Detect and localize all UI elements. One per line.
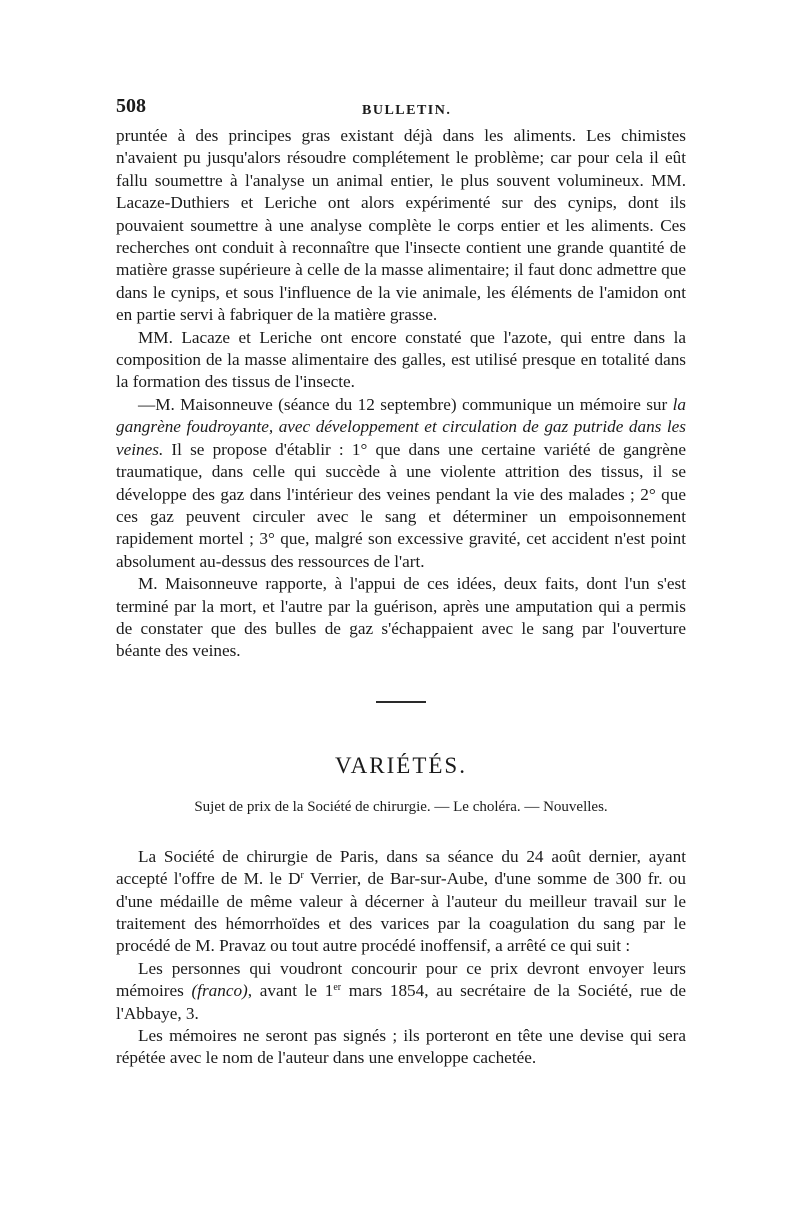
- paragraph-conditions: [116, 958, 686, 1025]
- section-subtitle: Sujet de prix de la Société de chirurgie. — Le choléra. — Nouvelles.: [194, 798, 608, 815]
- section-divider: [376, 701, 426, 703]
- prix-text-a: La Société de chirurgie de Paris, dans sa séance du 24 août dernier, ayant accepté l'offre de M. le D: [116, 846, 686, 889]
- maisonneuve-intro: —M. Maisonneuve (séance du 12 septembre) communique un mémoire sur: [138, 394, 673, 414]
- paragraph-lacaze-duthiers: pruntée à des principes gras existant déjà dans les aliments. Les chimistes n'avaient pu jusqu'alors résoudre complétement le problème; car pour cela il eût fallu soumettre à l'analyse un animal entier, le plus souvent volumineux. MM. Lacaze-Duthiers et Leriche ont alors expérimenté sur des cynips, dont ils pouvaient soumettre à une analyse complète le corps entier et les aliments. Ces recherches ont conduit à reconnaître que l'insecte contient une grande quantité de matière grasse supérieure à celle de la masse alimentaire; il faut donc admettre que dans le cynips, et sous l'influence de la vie animale, les éléments de l'amidon ont en partie servi à fabriquer de la matière grasse.: [116, 126, 686, 325]
- page-number: 508: [116, 95, 146, 117]
- paragraph-maisonneuve-faits: M. Maisonneuve rapporte, à l'appui de ces idées, deux faits, dont l'un s'est terminé par la mort, et l'autre par la guérison, après une amputation qui a permis de constater que des bulles de gaz s'échappaient avec le sang par l'ouverture béante des veines.: [116, 574, 686, 661]
- memoire-title: la gangrène foudroyante, avec développement et circulation de gaz putride dans les veines.: [116, 394, 686, 459]
- section-title: VARIÉTÉS.: [335, 752, 467, 778]
- article-text: [116, 125, 686, 663]
- docteur-superscript: r: [300, 870, 304, 882]
- maisonneuve-propositions: Il se propose d'établir : 1° que dans une certaine variété de gangrène traumatique, dans celle qui succède à une violente attrition des tissus, il se développe des gaz dans l'intérieur des veines pendant la vie des malades ; 2° que ces gaz peuvent circuler avec le sang et déterminer un empoisonnement rapidement mortel ; 3° que, malgré son excessive gravité, cet accident n'est point absolument au-dessus des ressources de l'art.: [116, 439, 686, 571]
- running-head: [116, 95, 686, 125]
- paragraph-devise: Les mémoires ne seront pas signés ; ils porteront en tête une devise qui sera répétée avec le nom de l'auteur dans une enveloppe cachetée.: [116, 1026, 686, 1068]
- premier-superscript: er: [333, 982, 342, 994]
- running-title: BULLETIN.: [362, 103, 452, 118]
- franco-italic: (franco): [191, 981, 248, 1001]
- paragraph-azote: MM. Lacaze et Leriche ont encore constaté que l'azote, qui entre dans la composition de la masse alimentaire des galles, est utilisé presque en totalité dans la formation des tissus de l'insecte.: [116, 327, 686, 392]
- varietes-text: [116, 846, 686, 1070]
- paragraph-prix: [116, 846, 686, 958]
- prix-text-b: Verrier, de Bar-sur-Aube, d'une somme de 300 fr. ou d'une médaille de même valeur à décerner à l'auteur du meilleur travail sur le traitement des hémorrhoïdes et des varices par la coagulation du sang par le procédé de M. Pravaz ou tout autre procédé inoffensif, a arrêté ce qui suit :: [116, 869, 686, 956]
- conditions-text-b: , avant le 1: [247, 981, 334, 1001]
- page: [116, 95, 686, 1070]
- conditions-text-c: mars 1854, au secrétaire de la Société, rue de l'Abbaye, 3.: [116, 981, 686, 1023]
- conditions-text-a: Les personnes qui voudront concourir pour ce prix devront envoyer leurs mémoires: [116, 958, 686, 1001]
- paragraph-maisonneuve-memoire: [116, 394, 686, 573]
